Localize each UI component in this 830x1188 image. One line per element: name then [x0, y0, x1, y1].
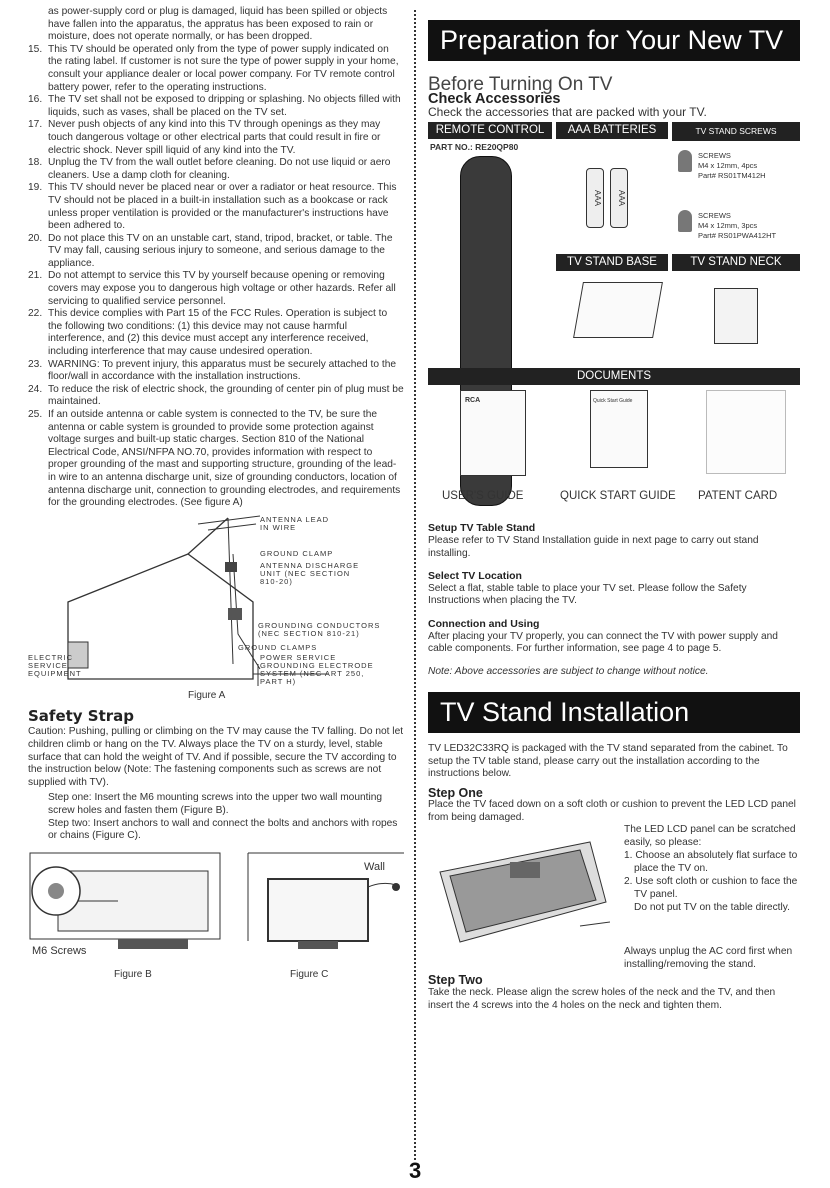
label-electric: ELECTRIC SERVICE EQUIPMENT — [28, 652, 82, 678]
stand-installation-banner: TV Stand Installation — [428, 692, 800, 733]
label-ground-clamp: GROUND CLAMP — [260, 548, 334, 558]
panel-care-note: The LED LCD panel can be scratched easily, so please: — [624, 824, 796, 849]
quick-start-cover-title: Quick Start Guide — [593, 398, 633, 405]
step-two-text: Step two: Insert anchors to wall and connect the bolts and anchors with ropes or chains (Figure C). — [48, 817, 398, 842]
safety-item-number: 21. — [28, 270, 43, 282]
label-discharge: ANTENNA DISCHARGE UNIT (NEC SECTION 810-20) — [260, 560, 360, 586]
figure-a-caption: Figure A — [188, 689, 226, 701]
stand-intro-text: TV LED32C33RQ is packaged with the TV stand separated from the cabinet. To setup the TV table stand, please carry out the installation according to the instructions below. — [428, 742, 788, 780]
battery-2: AAA — [610, 168, 628, 228]
quick-start-label: QUICK START GUIDE — [560, 490, 676, 503]
remote-control-label: REMOTE CONTROL — [428, 122, 552, 139]
label-power: POWER SERVICE GROUNDING ELECTRODE SYSTEM (NEC ART 250, PART H) — [260, 652, 374, 686]
screw-1-part: Part# RS01TM412H — [698, 171, 766, 181]
users-guide-label: USER'S GUIDE — [442, 490, 524, 503]
safety-item — [28, 270, 404, 308]
tv-stand-base-label: TV STAND BASE — [556, 254, 668, 271]
figure-c-caption: Figure C — [290, 968, 329, 980]
safety-item-number: 25. — [28, 409, 43, 420]
safety-item-number: 16. — [28, 94, 43, 106]
right-column — [428, 20, 800, 1012]
quick-start-image — [590, 390, 648, 468]
left-column — [28, 6, 404, 981]
tv-stand-neck-label: TV STAND NECK — [672, 254, 800, 271]
safety-item-text: Never push objects of any kind into this TV through openings as they may touch dangerous voltage or other electrical parts that could result in fire or electric shock. Never spill liquid of any kind into the TV. — [48, 119, 381, 156]
label-ground-clamps: GROUND CLAMPS — [238, 642, 318, 652]
accessories-panel — [428, 122, 800, 512]
aaa-batteries-label: AAA BATTERIES — [556, 122, 668, 139]
safety-item-text: Do not place this TV on an unstable cart, stand, tripod, bracket, or table. The TV may fall, causing serious injury to someone, and serious damage to the appliance. — [48, 232, 393, 269]
safety-item — [28, 409, 404, 510]
safety-strap-title: Safety Strap — [28, 706, 135, 725]
intro-text: as power-supply cord or plug is damaged, liquid has been spilled or objects have fallen into the apparatus, the appratus has been exposed to rain or moisture, does not operate normally, or has been dropped. — [48, 6, 388, 43]
users-guide-brand: RCA — [465, 397, 481, 405]
panel-care-item-3: Do not put TV on the table directly. — [634, 902, 790, 914]
label-conductors: GROUNDING CONDUCTORS (NEC SECTION 810-21) — [258, 620, 381, 638]
wall-label: Wall — [364, 860, 385, 873]
safety-item-number: 19. — [28, 182, 43, 194]
preparation-banner: Preparation for Your New TV — [428, 20, 800, 61]
tv-facedown-diagram — [430, 832, 610, 962]
safety-item — [28, 119, 404, 157]
connection-text: After placing your TV properly, you can connect the TV with power supply and cable components. For further information, see page 4 to page 5. — [428, 630, 778, 655]
safety-item — [28, 384, 404, 409]
safety-item-number: 23. — [28, 358, 43, 370]
safety-item-number: 17. — [28, 119, 43, 131]
figure-b-caption: Figure B — [114, 968, 152, 980]
figures-bc — [28, 851, 404, 981]
safety-item — [28, 308, 404, 358]
safety-item-number: 20. — [28, 232, 43, 244]
setup-stand-title: Setup TV Table Stand — [428, 522, 536, 535]
screw-1-size: M4 x 12mm, 4pcs — [698, 161, 758, 171]
screw-1-title: SCREWS — [698, 151, 731, 161]
remote-part-number: PART NO.: RE20QP80 — [430, 142, 519, 153]
screw-2-image — [678, 210, 692, 232]
safety-item-text: WARNING: To prevent injury, this apparatus must be securely attached to the floor/wall in accordance with the installation instructions. — [48, 358, 397, 383]
safety-item-number: 18. — [28, 157, 43, 169]
screw-2-title: SCREWS — [698, 211, 731, 221]
patent-card-label: PATENT CARD — [698, 490, 778, 503]
step-two-description: Take the neck. Please align the screw holes of the neck and the TV, and then insert the 4 screws into the 4 holes on the neck and tighten them. — [428, 987, 776, 1011]
safety-item-number: 24. — [28, 383, 43, 395]
step-one-title: Step One — [428, 785, 483, 800]
figure-a — [28, 514, 404, 704]
safety-item — [28, 233, 404, 271]
battery-1: AAA — [586, 168, 604, 228]
stand-base-image — [573, 282, 663, 338]
tv-stand-screws-label: TV STAND SCREWS — [672, 122, 800, 141]
documents-label: DOCUMENTS — [428, 368, 800, 385]
safety-item-number: 22. — [28, 308, 43, 320]
check-accessories-text: Check the accessories that are packed with your TV. — [428, 104, 707, 119]
setup-stand-text: Please refer to TV Stand Installation guide in next page to carry out stand installing. — [428, 534, 759, 559]
safety-item-text: This TV should be operated only from the type of power supply indicated on the rating label. If customer is not sure the type of power supply in your home, consult your appliance dealer or local power company. For TV remote control battery power, refer to the operating instructions. — [48, 43, 399, 93]
safety-item — [28, 94, 404, 119]
safety-item — [28, 44, 404, 94]
stand-neck-image — [714, 288, 758, 344]
step-one-figure — [428, 824, 800, 974]
step-one-text: Step one: Insert the M6 mounting screws into the upper two wall mounting screw holes and fasten them (Figure B). — [48, 792, 383, 816]
safety-item — [28, 359, 404, 384]
safety-item-text: This TV should never be placed near or over a radiator or heat resource. This TV should not be placed in a built-in installation such as a bookcase or rack unless proper ventilation is provided or the manufacturer's instructions have been adhered to. — [48, 182, 397, 232]
safety-item — [28, 157, 404, 182]
screw-2-part: Part# RS01PWA412HT — [698, 231, 777, 241]
safety-item — [28, 182, 404, 232]
unplug-note: Always unplug the AC cord first when installing/removing the stand. — [624, 946, 793, 971]
safety-items-list — [28, 44, 404, 510]
select-location-text: Select a flat, stable table to place your TV set. Please follow the Safety Instructions when placing the TV. — [428, 582, 747, 607]
safety-item-number: 15. — [28, 43, 43, 55]
label-antenna: ANTENNA LEAD IN WIRE — [260, 514, 330, 532]
panel-care-item-2: 2. Use soft cloth or cushion to face the TV panel. — [624, 876, 798, 901]
screw-1-image — [678, 150, 692, 172]
screw-2-size: M4 x 12mm, 3pcs — [698, 221, 758, 231]
patent-card-image — [706, 390, 786, 474]
safety-item-text: Unplug the TV from the wall outlet before cleaning. Do not use liquid or aero cleaners. Use a damp cloth for cleaning. — [48, 157, 391, 181]
users-guide-image — [460, 390, 526, 476]
step-two-title: Step Two — [428, 973, 483, 988]
safety-strap-text: Caution: Pushing, pulling or climbing on the TV may cause the TV falling. Do not let children climb or hang on the TV. Always place the TV on a sturdy, level, stable surface that can hold the weight of TV. And if possible, secure the TV according to the instruction below (Note: The fastening components such as screws are not supplied with TV). — [28, 726, 404, 788]
connection-title: Connection and Using — [428, 617, 540, 630]
safety-item-text: This device complies with Part 15 of the FCC Rules. Operation is subject to the following two conditions: (1) this device may not cause harmful interference, and (2) this device must accept any interference received, including interference that may cause undesired operation. — [48, 308, 388, 358]
safety-item-text: To reduce the risk of electric shock, the grounding of center pin of plug must be maintained. — [48, 383, 404, 408]
panel-care-item-1: 1. Choose an absolutely flat surface to place the TV on. — [624, 850, 798, 875]
check-accessories-title: Check Accessories — [428, 91, 561, 108]
m6-screws-label: M6 Screws — [32, 944, 87, 957]
step-one-description: Place the TV faced down on a soft cloth or cushion to prevent the LED LCD panel from being damaged. — [428, 799, 796, 823]
safety-item-text: If an outside antenna or cable system is connected to the TV, be sure the antenna or cable system is grounded to provide some protection against voltage surges and built-up static charges. Section 810 of the National Electrical Code, ANSI/NFPA NO.70, provides information with respect to proper grounding of the mast and supporting structure, grounding of the lead-in wire to an antenna discharge unit, size of grounding conductors, location of antenna discharge unit, connection to grounding electrodes, and requirements for the grounding electrodes. (See figure A) — [48, 409, 401, 509]
safety-item-text: Do not attempt to service this TV by yourself because opening or removing covers may expose you to dangerous high voltage or other hazards. Refer all servicing to qualified service personnel. — [48, 270, 396, 307]
before-turning-on-heading: Before Turning On TV — [428, 73, 613, 95]
page-number: 3 — [409, 1158, 422, 1183]
safety-item-text: The TV set shall not be exposed to dripping or splashing. No objects filled with liquids, such as vases, shall be placed on the TV set. — [48, 94, 401, 118]
select-location-title: Select TV Location — [428, 570, 522, 583]
column-divider — [414, 10, 416, 1160]
accessories-note: Note: Above accessories are subject to change without notice. — [428, 665, 709, 677]
